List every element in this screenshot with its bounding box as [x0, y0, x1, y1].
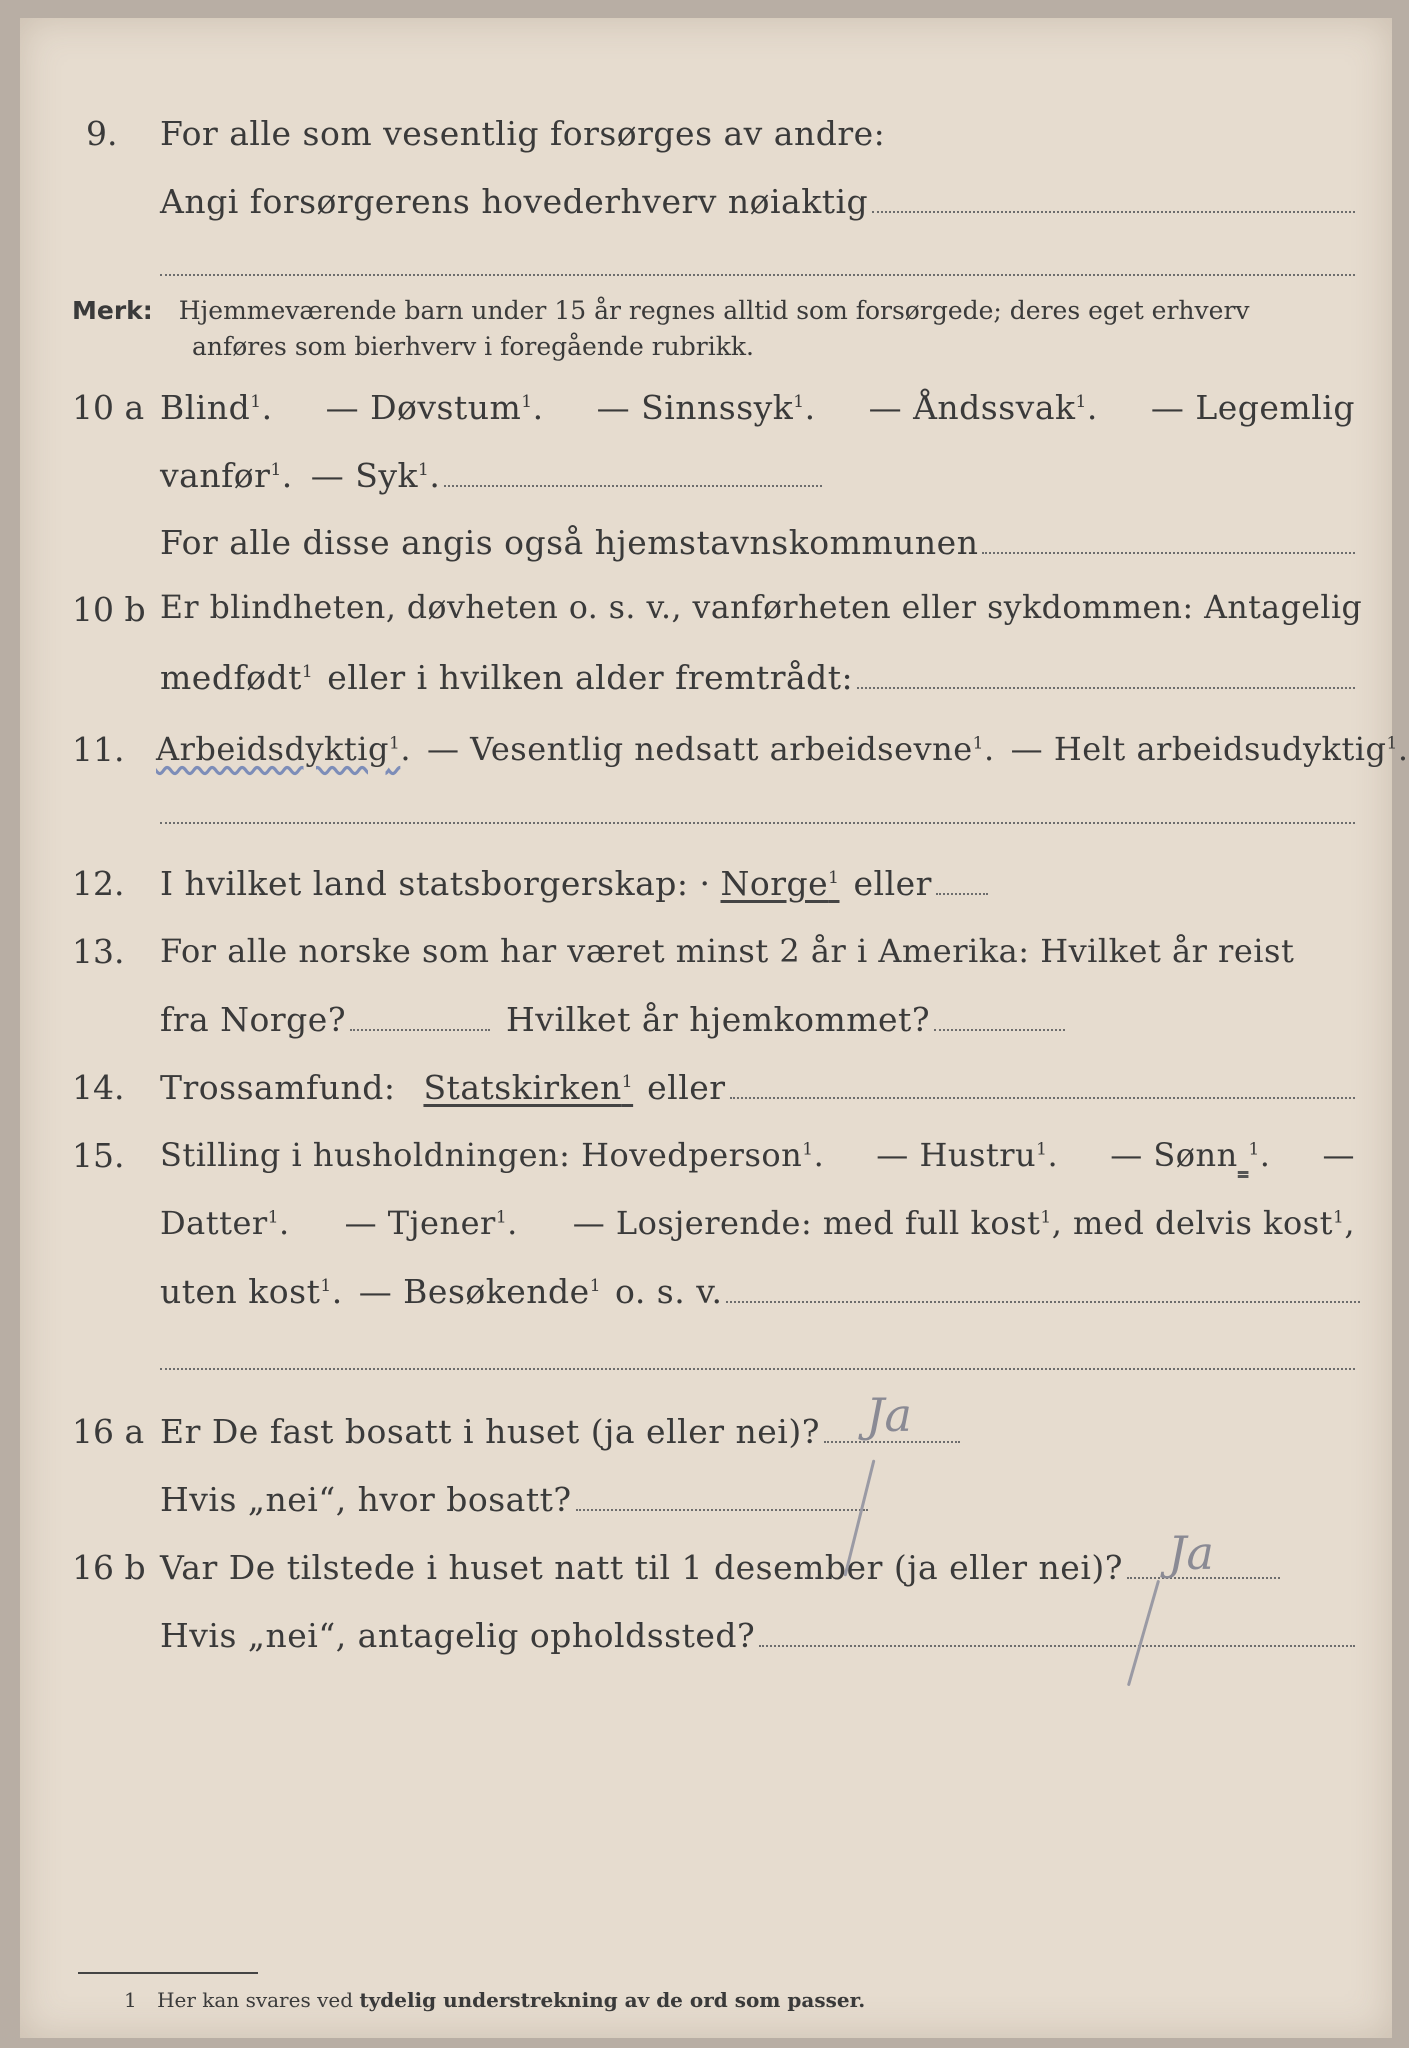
q9-line1: [160, 114, 885, 153]
q15-line3: [160, 1272, 1360, 1311]
q10a-andssvak: — Åndssvak$^1$.: [868, 388, 1098, 427]
q15-datter: Datter$^1$.: [160, 1204, 290, 1242]
q15-hovedperson: Stilling i husholdningen: Hovedperson$^1$.: [160, 1136, 825, 1174]
form-page: [20, 18, 1409, 2038]
footnote-bold-text: tydelig understrekning av de ord som passer.: [359, 1988, 866, 2012]
q14-line: [160, 1068, 1355, 1107]
q16b-opholdssted-field[interactable]: [759, 1645, 1355, 1647]
q15-number: 15.: [72, 1136, 125, 1175]
q10b-medfodt: medfødt$^1$: [160, 658, 314, 697]
q16b-line1-text: Var De tilstede i huset natt til 1 desember (ja eller nei)?: [160, 1548, 1123, 1587]
q13-hjemkommet: Hvilket år hjemkommet?: [506, 1000, 931, 1039]
q12-pre: I hvilket land statsborgerskap: ·: [160, 864, 711, 903]
q14-statskirken-underlined: Statskirken$^1$: [423, 1068, 634, 1107]
q15-fullkost: — Losjerende: med full kost$^1$, med delvis kost$^1$,: [572, 1204, 1355, 1242]
q10b-line2: [160, 658, 1355, 697]
q15-hustru: — Hustru$^1$.: [876, 1136, 1059, 1174]
q16b-handwritten-answer: Ja: [1168, 1526, 1214, 1580]
q14-post: eller: [647, 1068, 726, 1107]
q15-dash: —: [1322, 1136, 1355, 1174]
q13-line1: [160, 932, 1355, 970]
q13-reist-field[interactable]: [350, 1029, 490, 1031]
q10a-dovstum: — Døvstum$^1$.: [325, 388, 544, 427]
q16b-number: 16 b: [72, 1548, 146, 1587]
q11-udyktig: — Helt arbeidsudyktig$^1$.: [1010, 730, 1409, 768]
q16a-line2-text: Hvis „nei“, hvor bosatt?: [160, 1480, 572, 1519]
q11-number: 11.: [72, 730, 125, 769]
q16a-line1-text: Er De fast bosatt i huset (ja eller nei)?: [160, 1412, 820, 1451]
q9-answer-field[interactable]: [872, 211, 1355, 213]
q14-number: 14.: [72, 1068, 125, 1107]
q14-pre: Trossamfund:: [160, 1068, 396, 1107]
q15-osv: o. s. v.: [615, 1272, 723, 1311]
q15-sonn: — Sønn $^1$.: [1110, 1136, 1271, 1174]
q12-line: [160, 864, 988, 903]
q15-line2: [160, 1204, 1355, 1242]
q15-utenkost: uten kost$^1$.: [160, 1272, 343, 1311]
q10a-line3: [160, 523, 1355, 562]
q10a-sinnssyk: — Sinnssyk$^1$.: [596, 388, 816, 427]
q15-sonn-underline: [1238, 1136, 1249, 1174]
q15-tjener: — Tjener$^1$.: [344, 1204, 518, 1242]
q16b-line2-text: Hvis „nei“, antagelig opholdssted?: [160, 1616, 756, 1655]
q10b-line1: [160, 590, 1363, 626]
q13-hjemkommet-field[interactable]: [934, 1029, 1065, 1031]
q10a-line3-text: For alle disse angis også hjemstavnskommunen: [160, 523, 979, 562]
q9-line2: [160, 182, 1355, 221]
q10a-blind: Blind$^1$.: [160, 388, 273, 427]
q15-line1: [160, 1136, 1355, 1174]
footnote-text: Her kan svares ved: [157, 1988, 354, 2012]
q10b-line1-text: Er blindheten, døvheten o. s. v., vanførheten eller sykdommen: Antagelig: [160, 590, 1363, 626]
q11-arbeidsdyktig-underlined: Arbeidsdyktig$^1$: [156, 730, 401, 768]
footnote: [124, 1988, 865, 2012]
q16a-number: 16 a: [72, 1412, 145, 1451]
q10b-alder-field[interactable]: [857, 687, 1355, 689]
merk-note: [72, 296, 1250, 325]
q13-line2: [160, 1000, 1065, 1039]
q14-trossamfund-field[interactable]: [730, 1097, 1355, 1099]
q12-number: 12.: [72, 864, 125, 903]
q9-extra-line: [160, 274, 1355, 276]
q10a-syk: — Syk$^1$.: [310, 456, 441, 495]
q11-vesentlig: — Vesentlig nedsatt arbeidsevne$^1$.: [427, 730, 995, 768]
q11-extra-line: [160, 822, 1355, 824]
q15-stilling-field[interactable]: [726, 1301, 1360, 1303]
q12-post: eller: [853, 864, 932, 903]
q16b-line1: [160, 1548, 1280, 1587]
q13-number: 13.: [72, 932, 125, 971]
q15-extra-line: [160, 1368, 1355, 1370]
q9-line1-text: For alle som vesentlig forsørges av andre:: [160, 114, 886, 153]
q10b-number: 10 b: [72, 590, 146, 629]
q10a-hjemstavn-field[interactable]: [982, 552, 1355, 554]
q10a-number: 10 a: [72, 388, 145, 427]
q12-land-field[interactable]: [936, 893, 988, 895]
q10a-line2: [160, 456, 822, 495]
q10a-line1: [160, 388, 1355, 427]
q10b-line2-text: eller i hvilken alder fremtrådt:: [327, 658, 854, 697]
q10a-legemlig: — Legemlig: [1150, 388, 1355, 427]
q16a-bosatt-field[interactable]: [576, 1509, 868, 1511]
q9-number: 9.: [86, 114, 118, 153]
q13-reist: fra Norge?: [160, 1000, 347, 1039]
q12-norge-underlined: Norge$^1$: [720, 864, 840, 903]
merk-line2: anføres som bierhverv i foregående rubrikk.: [192, 332, 754, 361]
q11-line: Arbeidsdyktig$^1$ . — Vesentlig nedsatt arbeidsevne$^1$. — Helt arbeidsudyktig$^1$.: [156, 730, 1409, 768]
q16a-line2: [160, 1480, 868, 1519]
q9-line2-text: Angi forsørgerens hovederhverv nøiaktig: [160, 182, 869, 221]
q10a-syk-field[interactable]: [444, 485, 822, 487]
q16a-line1: [160, 1412, 960, 1451]
q10a-vanfor: vanfør$^1$.: [160, 456, 293, 495]
q16a-handwritten-answer: Ja: [866, 1388, 912, 1442]
q13-line1-text: For alle norske som har været minst 2 år i Amerika: Hvilket år reist: [160, 932, 1295, 970]
merk-line1: Hjemmeværende barn under 15 år regnes alltid som forsørgede; deres eget erhverv: [178, 296, 1250, 325]
q16b-line2: [160, 1616, 1355, 1655]
q15-besokende: — Besøkende$^1$: [358, 1272, 602, 1311]
footnote-mark: 1: [124, 1988, 137, 2012]
footnote-rule: [78, 1972, 258, 1974]
merk-label: Merk:: [72, 296, 153, 325]
